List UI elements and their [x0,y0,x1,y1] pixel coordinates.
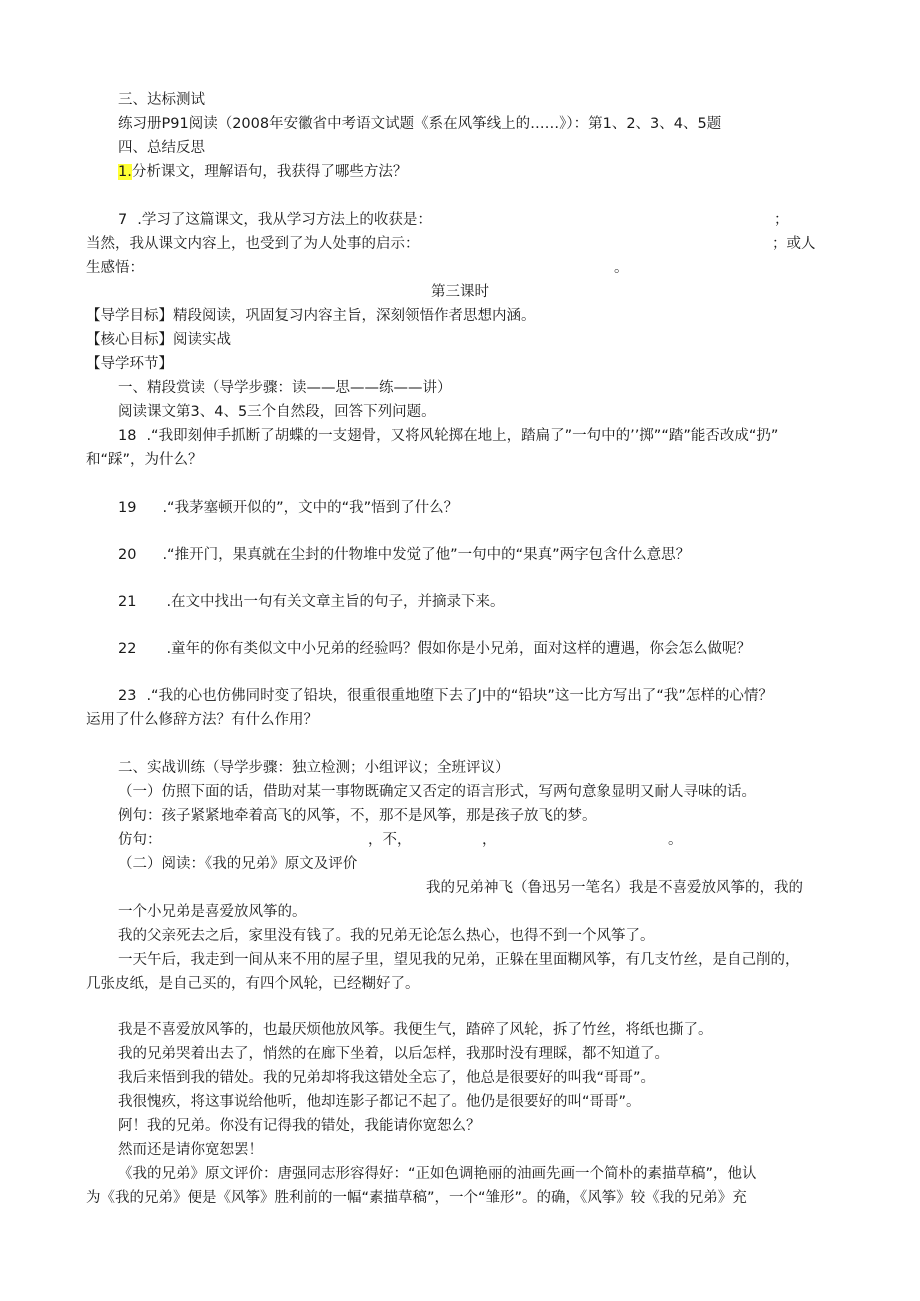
question-23 [118,686,773,706]
question-number: 20 [118,547,137,563]
question-18-cont: 和“踩”，为什么？ [86,452,203,468]
question-20 [118,545,690,565]
question-23-cont: 运用了什么修辞方法？有什么作用？ [86,712,318,728]
passage-line: 然而还是请你宽恕罢！ [118,1142,263,1158]
question-number: 19 [118,500,137,516]
q7-line2: 当然，我从课文内容上，也受到了为人处事的启示： [86,236,420,252]
passage-line: 一个小兄弟是喜爱放风筝的。 [118,904,307,920]
question-text: .学习了这篇课文，我从学习方法上的收获是： [137,212,432,228]
part2-title: 二、实战训练（导学步骤：独立检测；小组评议；全班评议） [118,760,510,776]
passage-line: 我很愧疚，将这事说给他听，他却连影子都记不起了。他仍是很要好的叫“哥哥”。 [118,1094,641,1110]
question-22 [118,639,751,659]
imitate-comma2: ， [482,832,497,848]
question-text: .童年的你有类似文中小兄弟的经验吗？假如你是小兄弟，面对这样的遭遇，你会怎么做呢？ [166,641,752,657]
example-sentence: 例句：孩子紧紧地牵着高飞的风筝，不，那不是风筝，那是孩子放飞的梦。 [118,808,597,824]
q7-line2-end: ；或人 [772,236,816,252]
passage-line: 我后来悟到我的错处。我的兄弟却将我这错处全忘了，他总是很要好的叫我“哥哥”。 [118,1070,656,1086]
question-text: .“我茅塞顿开似的”，文中的“我”悟到了什么？ [162,500,459,516]
question-text: .“推开门，果真就在尘封的什物堆中发觉了他”一句中的“果真”两字包含什么意思？ [162,547,691,563]
evaluation-line: 《我的兄弟》原文评价：唐强同志形容得好：“正如色调艳丽的油画先画一个简朴的素描草稿”，他认 [118,1166,757,1182]
guide-steps: 【导学环节】 [86,356,173,372]
passage-line: 一天午后，我走到一间从来不用的屋子里，望见我的兄弟，正躲在里面糊风筝，有几支竹丝，是自己削的， [118,952,800,968]
question-text: .“我的心也仿佛同时变了铅块，很重很重地堕下去了J中的“铅块”这一比方写出了“我”怎样的心情？ [146,688,773,704]
question-number: 7 [118,212,128,228]
passage-line: 我的兄弟神飞（鲁迅另一笔名）我是不喜爱放风筝的，我的 [426,880,803,896]
q7-semicolon: ； [774,212,789,228]
question-number: 18 [118,428,137,444]
question-number: 21 [118,594,137,610]
part2-sub2: （二）阅读：《我的兄弟》原文及评价 [118,856,358,872]
passage-line: 我的父亲死去之后，家里没有钱了。我的兄弟无论怎么热心，也得不到一个风筝了。 [118,928,655,944]
imitate-comma1: ，不， [368,832,412,848]
q7-line3: 生感悟： [86,260,144,276]
part1-instruction: 阅读课文第3、4、5三个自然段，回答下列问题。 [118,404,436,420]
passage-line: 我的兄弟哭着出去了，悄然的在廊下坐着，以后怎样，我那时没有理睬，都不知道了。 [118,1046,669,1062]
lesson3-title: 第三课时 [431,284,489,300]
passage-line: 阿！我的兄弟。你没有记得我的错处，我能请你宽恕么？ [118,1118,481,1134]
question-number: 23 [118,688,137,704]
question-text: .在文中找出一句有关文章主旨的句子，并摘录下来。 [166,594,505,610]
guide-goal: 【导学目标】精段阅读，巩固复习内容主旨，深刻领悟作者思想内涵。 [86,308,536,324]
passage-line: 我是不喜爱放风筝的，也最厌烦他放风筝。我便生气，踏碎了风轮，拆了竹丝，将纸也撕了。 [118,1022,713,1038]
core-goal: 【核心目标】阅读实战 [86,332,231,348]
question-7 [118,210,432,230]
imitate-end: 。 [668,832,683,848]
section3-title: 三、达标测试 [118,92,205,108]
q7-line3-end: 。 [614,260,629,276]
reflection-q1 [118,162,407,182]
question-text: .“我即刻伸手抓断了胡蝶的一支翅骨，又将风轮掷在地上，踏扁了”一句中的’’掷”“踏”能否改成“扔” [146,428,779,444]
part1-title: 一、精段赏读（导学步骤：读——思——练——讲） [118,380,452,396]
section4-title: 四、总结反思 [118,140,205,156]
imitate-label: 仿句： [118,832,162,848]
reflection-q1-text: 分析课文，理解语句，我获得了哪些方法？ [131,164,408,180]
passage-line: 几张皮纸，是自己买的，有四个风轮，已经糊好了。 [86,976,420,992]
question-21 [118,592,505,612]
question-19 [118,498,458,518]
question-number: 22 [118,641,137,657]
part2-sub1: （一）仿照下面的话，借助对某一事物既确定又否定的语言形式，写两句意象显明又耐人寻味的话。 [118,784,756,800]
exercise-line: 练习册P91阅读（2008年安徽省中考语文试题《系在风筝线上的……》）：第1、2、3、4、5题 [118,116,722,132]
evaluation-line: 为《我的兄弟》便是《风筝》胜利前的一幅“素描草稿”，一个“雏形”。的确，《风筝》较《我的兄弟》充 [86,1190,747,1206]
question-18 [118,426,778,446]
highlight-number: 1. [118,164,132,180]
